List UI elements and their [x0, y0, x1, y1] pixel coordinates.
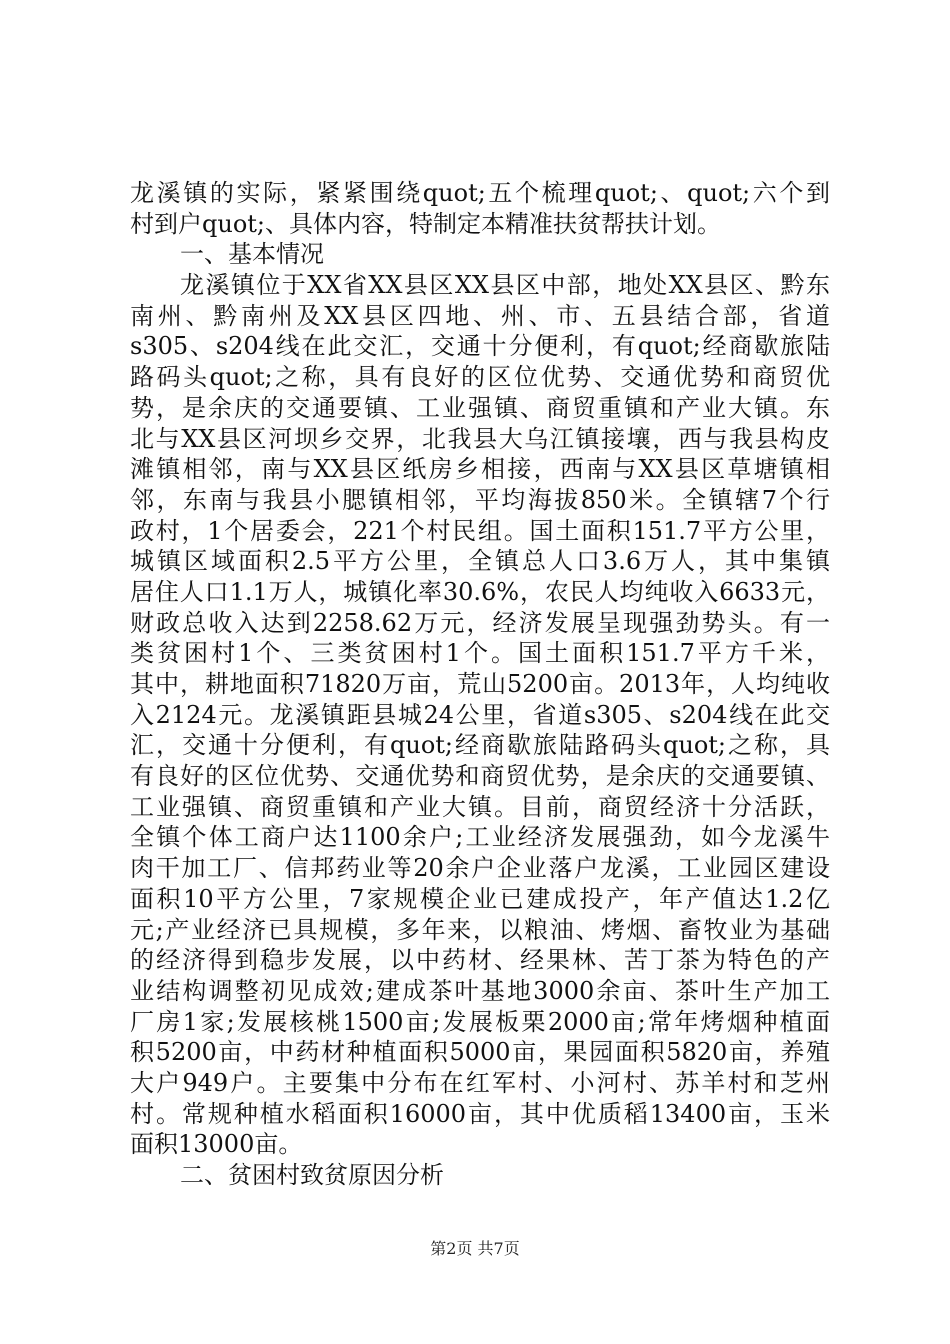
text-line: 龙溪镇的实际，紧紧围绕quot;五个梳理quot;、quot;六个到: [130, 179, 830, 207]
text-line: 类贫困村1个、三类贫困村1个。国土面积151.7平方千米，: [130, 639, 830, 668]
document-body: [130, 178, 830, 1191]
text-line: 厂房1家;发展核桃1500亩;发展板栗2000亩;常年烤烟种植面: [130, 1007, 830, 1036]
text-line: 村到户quot;、具体内容，特制定本精准扶贫帮扶计划。: [130, 209, 721, 238]
section-heading: 二、贫困村致贫原因分析: [180, 1161, 444, 1189]
text-line: 政村，1个居委会，221个村民组。国土面积151.7平方公里，: [130, 516, 830, 545]
text-line: 龙溪镇位于XX省XX县区XX县区中部，地处XX县区、黔东: [180, 271, 830, 300]
text-line: s305、s204线在此交汇，交通十分便利，有quot;经商歇旅陆: [130, 332, 830, 361]
text-line: 邻，东南与我县小腮镇相邻，平均海拔850米。全镇辖7个行: [130, 485, 830, 514]
text-line: 北与XX县区河坝乡交界，北我县大乌江镇接壤，西与我县构皮: [130, 424, 830, 453]
text-line: 滩镇相邻，南与XX县区纸房乡相接，西南与XX县区草塘镇相: [130, 455, 830, 484]
text-line: 村。常规种植水稻面积16000亩，其中优质稻13400亩，玉米: [130, 1099, 830, 1128]
text-line: 入2124元。龙溪镇距县城24公里，省道s305、s204线在此交: [130, 700, 830, 729]
text-line: 工业强镇、商贸重镇和产业大镇。目前，商贸经济十分活跃，: [130, 792, 830, 821]
text-line: 积5200亩，中药材种植面积5000亩，果园面积5820亩，养殖: [130, 1038, 830, 1067]
text-line: 全镇个体工商户达1100余户;工业经济发展强劲，如今龙溪牛: [130, 823, 830, 852]
text-line: 元;产业经济已具规模，多年来，以粮油、烤烟、畜牧业为基础: [130, 915, 830, 944]
text-line: 城镇区域面积2.5平方公里，全镇总人口3.6万人，其中集镇: [130, 547, 830, 576]
text-line: 肉干加工厂、信邦药业等20余户企业落户龙溪，工业园区建设: [130, 854, 830, 883]
section-heading: 一、基本情况: [180, 240, 324, 269]
text-line: 居住人口1.1万人，城镇化率30.6%，农民人均纯收入6633元，: [130, 577, 830, 606]
text-line: 南州、黔南州及XX县区四地、州、市、五县结合部，省道: [130, 301, 830, 330]
text-line: 面积10平方公里，7家规模企业已建成投产，年产值达1.2亿: [130, 884, 830, 913]
text-line: 路码头quot;之称，具有良好的区位优势、交通优势和商贸优: [130, 363, 830, 392]
text-line: 汇，交通十分便利，有quot;经商歇旅陆路码头quot;之称，具: [130, 731, 830, 760]
text-line: 面积13000亩。: [130, 1130, 303, 1159]
text-line: 有良好的区位优势、交通优势和商贸优势，是余庆的交通要镇、: [130, 762, 830, 791]
text-line: 势，是余庆的交通要镇、工业强镇、商贸重镇和产业大镇。东: [130, 393, 830, 422]
text-line: 的经济得到稳步发展，以中药材、经果林、苦丁茶为特色的产: [130, 946, 830, 975]
text-line: 业结构调整初见成效;建成茶叶基地3000余亩、茶叶生产加工: [130, 976, 830, 1005]
text-line: 大户949户。主要集中分布在红军村、小河村、苏羊村和芝州: [130, 1068, 830, 1097]
text-line: 其中，耕地面积71820万亩，荒山5200亩。2013年，人均纯收: [130, 670, 830, 698]
page-number-footer: 第2页 共7页: [430, 1239, 520, 1258]
text-line: 财政总收入达到2258.62万元，经济发展呈现强劲势头。有一: [130, 608, 830, 637]
